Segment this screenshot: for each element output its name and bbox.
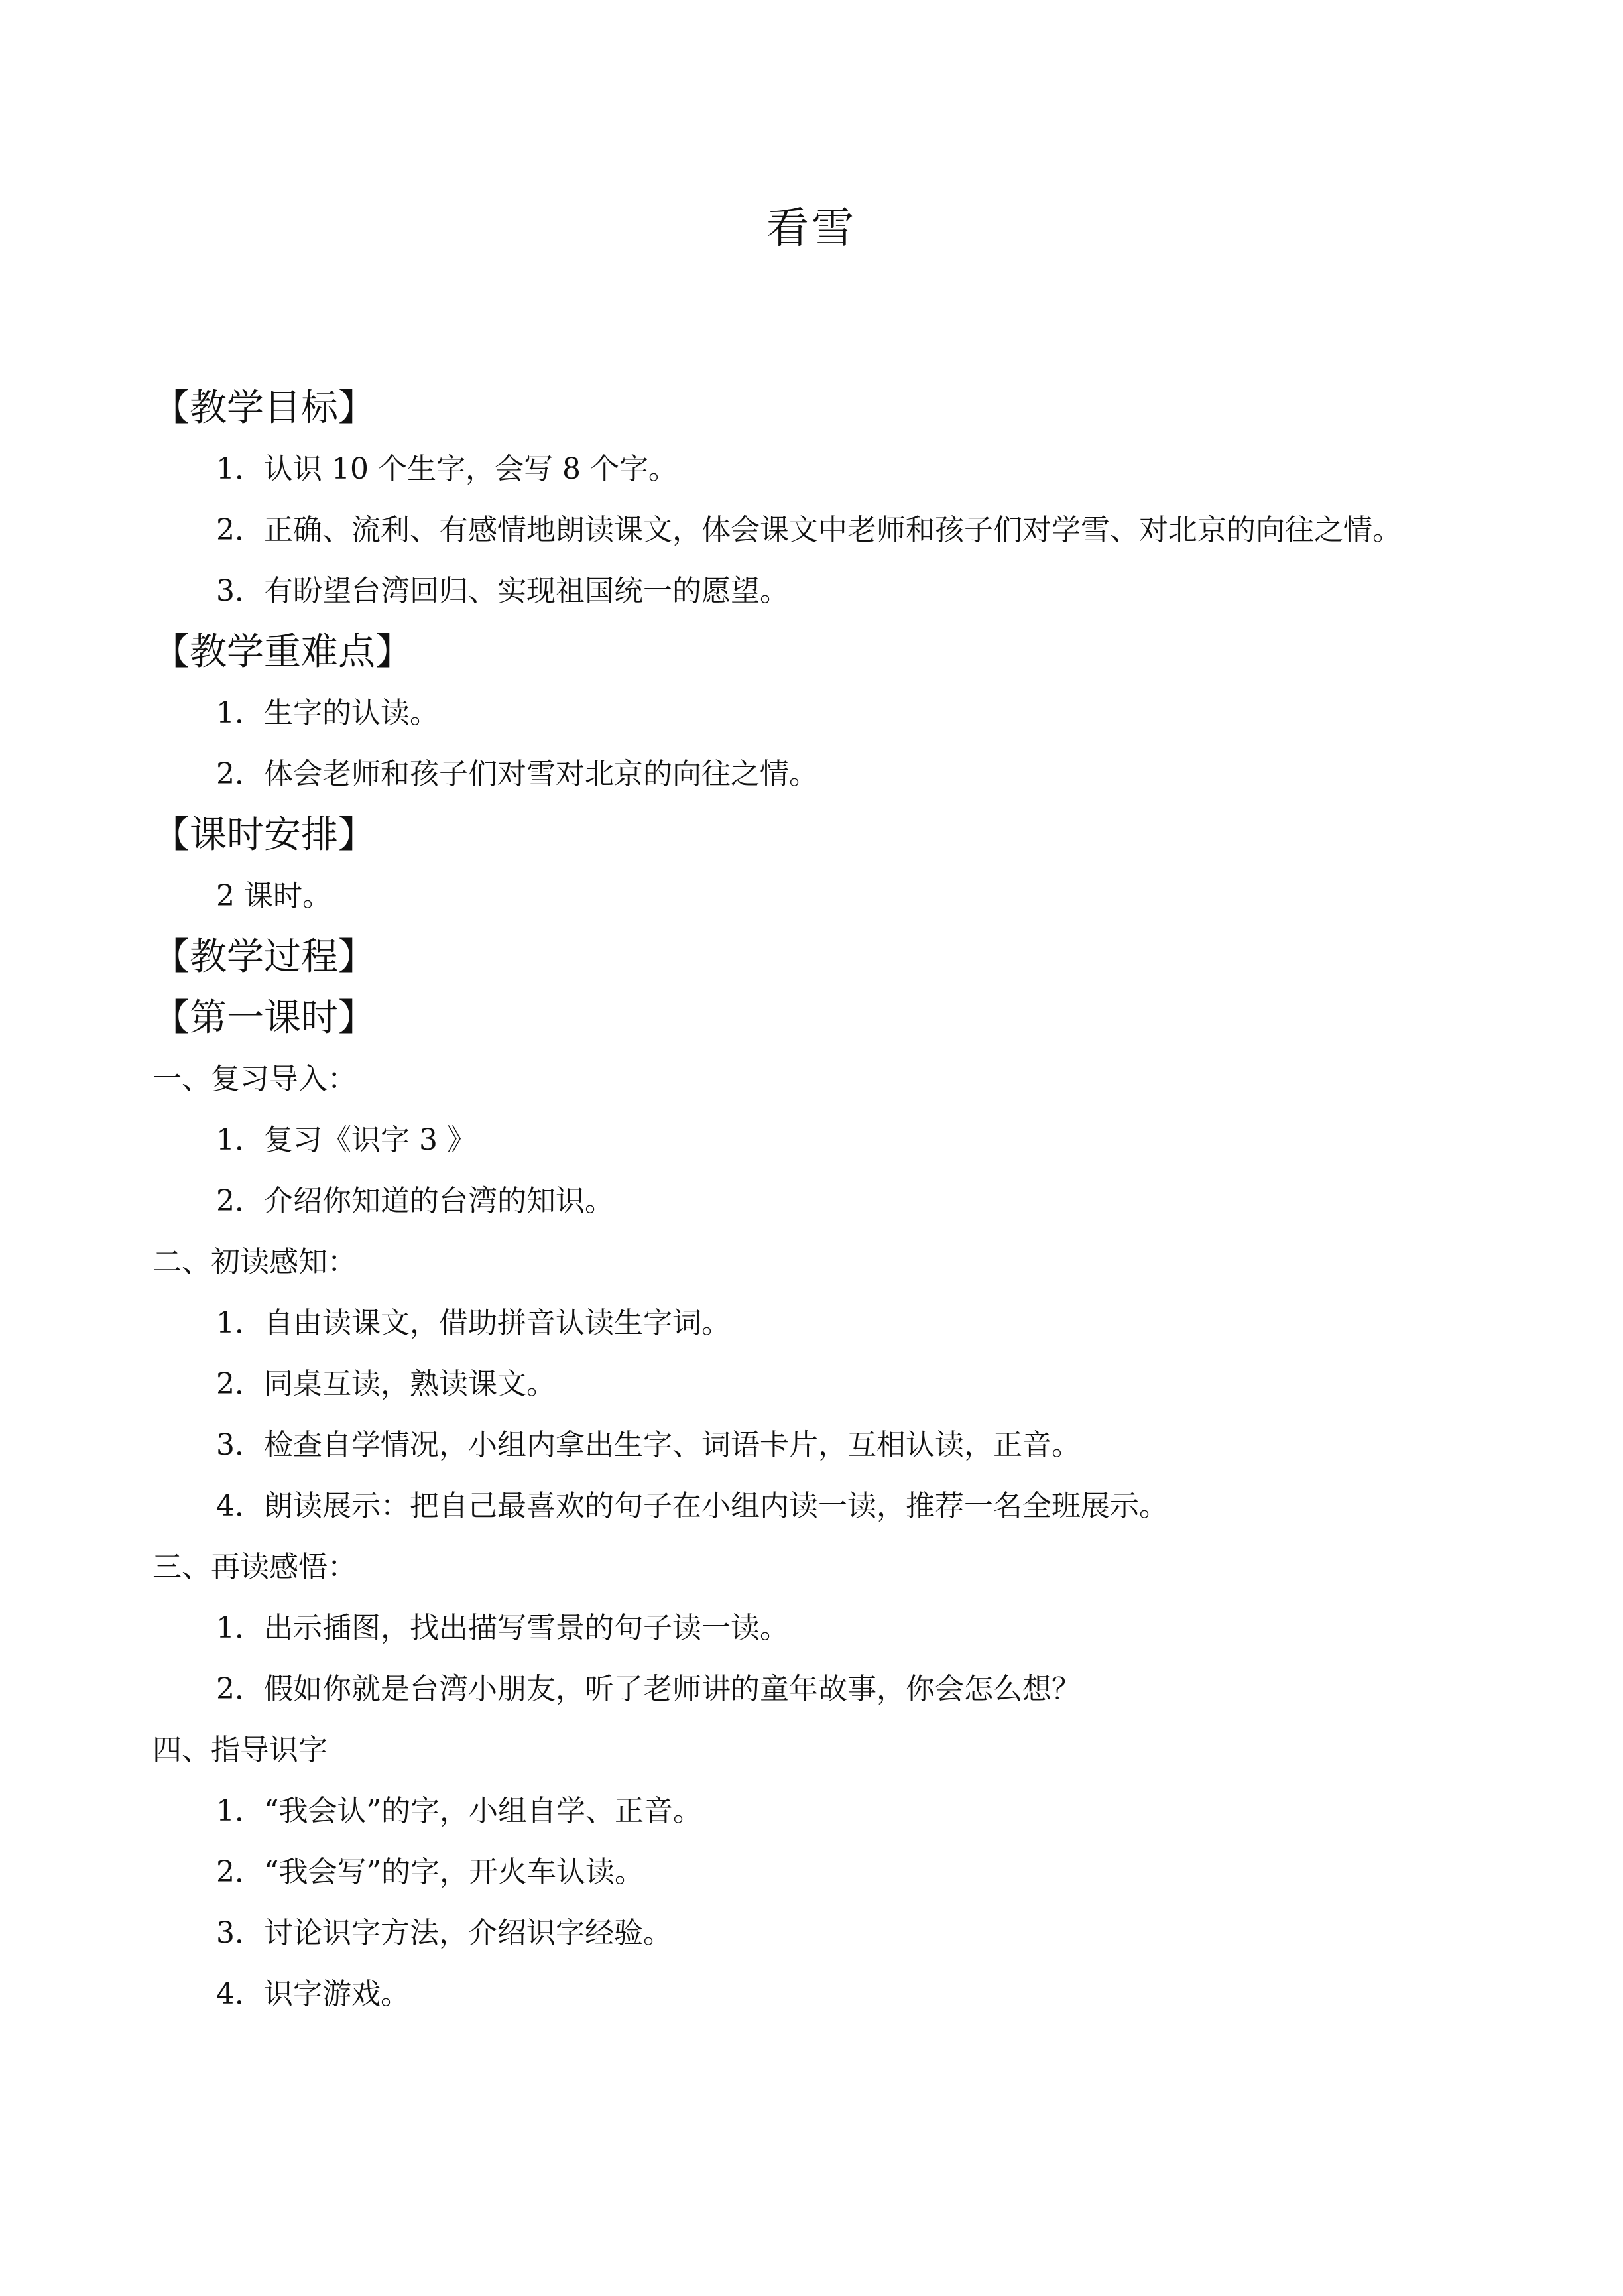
key-point-item-1: 1．生字的认读。 <box>216 696 439 730</box>
character-item-2: 2．“我会写”的字，开火车认读。 <box>216 1855 644 1889</box>
character-item-1: 1．“我会认”的字，小组自学、正音。 <box>216 1794 702 1828</box>
section-character-guidance: 四、指导识字 <box>152 1733 328 1767</box>
first-reading-item-2: 2．同桌互读，熟读课文。 <box>216 1367 556 1401</box>
character-item-3: 3．讨论识字方法，介绍识字经验。 <box>216 1916 672 1950</box>
section-second-reading: 三、再读感悟： <box>152 1550 357 1584</box>
heading-key-points: 【教学重难点】 <box>152 631 412 674</box>
heading-schedule: 【课时安排】 <box>152 814 375 857</box>
review-item-2: 2．介绍你知道的台湾的知识。 <box>216 1184 614 1218</box>
heading-teaching-process: 【教学过程】 <box>152 936 375 979</box>
heading-first-lesson: 【第一课时】 <box>152 997 375 1040</box>
goal-item-3: 3．有盼望台湾回归、实现祖国统一的愿望。 <box>216 574 789 608</box>
goal-item-1: 1．认识 10 个生字，会写 8 个字。 <box>216 452 678 486</box>
section-review-intro: 一、复习导入： <box>152 1062 357 1096</box>
first-reading-item-4: 4．朗读展示：把自己最喜欢的句子在小组内读一读，推荐一名全班展示。 <box>216 1489 1168 1523</box>
schedule-item: 2 课时。 <box>216 879 331 913</box>
character-item-4: 4．识字游戏。 <box>216 1977 410 2011</box>
review-item-1: 1．复习《识字 3 》 <box>216 1123 476 1157</box>
document-title: 看雪 <box>766 204 857 253</box>
document-body <box>152 378 1492 2025</box>
heading-teaching-goals: 【教学目标】 <box>152 387 375 430</box>
section-first-reading: 二、初读感知： <box>152 1245 357 1279</box>
first-reading-item-1: 1．自由读课文，借助拼音认读生字词。 <box>216 1306 731 1340</box>
first-reading-item-3: 3．检查自学情况，小组内拿出生字、词语卡片，互相认读，正音。 <box>216 1428 1081 1462</box>
goal-item-2: 2．正确、流利、有感情地朗读课文，体会课文中老师和孩子们对学雪、对北京的向往之情。 <box>216 513 1402 547</box>
key-point-item-2: 2．体会老师和孩子们对雪对北京的向往之情。 <box>216 757 818 791</box>
second-reading-item-1: 1．出示插图，找出描写雪景的句子读一读。 <box>216 1611 789 1645</box>
second-reading-item-2: 2．假如你就是台湾小朋友，听了老师讲的童年故事，你会怎么想？ <box>216 1672 1081 1706</box>
